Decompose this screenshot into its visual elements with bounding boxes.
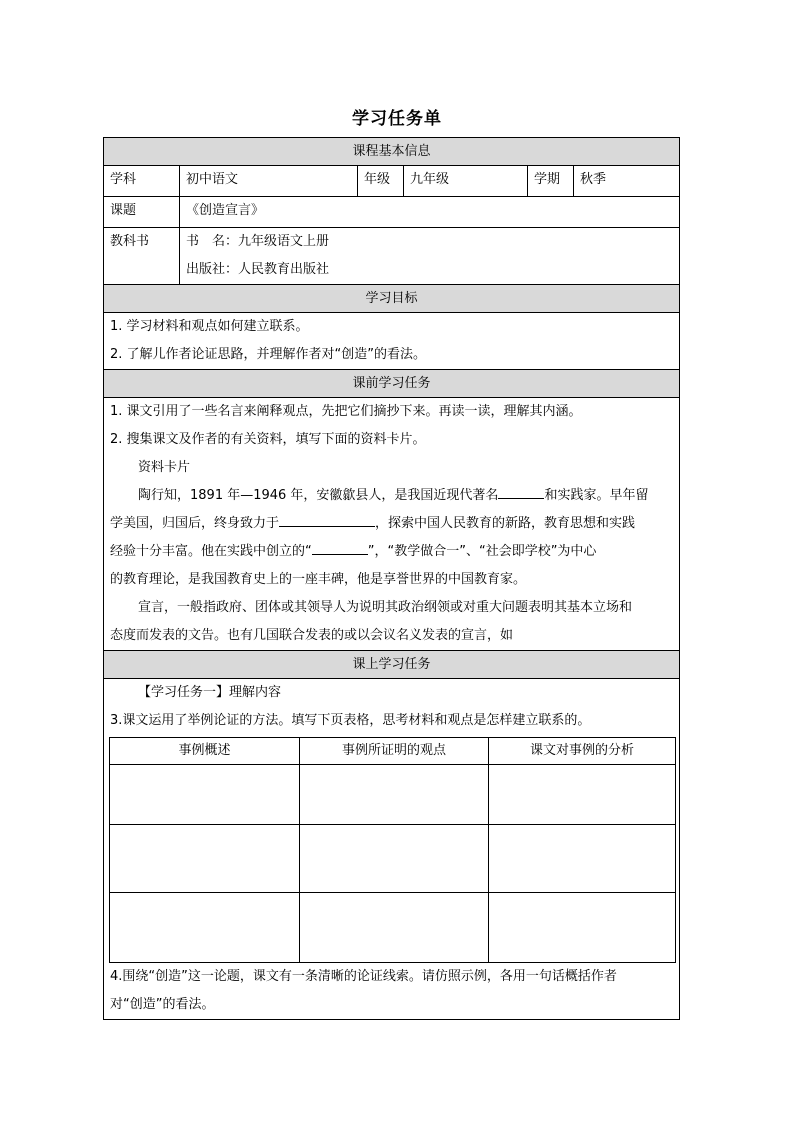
fill-blank[interactable] (312, 540, 368, 555)
card-title: 资料卡片 (138, 460, 191, 475)
goal-item: 1. 学习材料和观点如何建立联系。 (110, 319, 309, 334)
table-cell[interactable] (300, 765, 489, 825)
topic-label: 课题 (104, 197, 180, 228)
task1-title: 【学习任务一】理解内容 (138, 685, 282, 700)
example-table-header: 事例概述 (110, 738, 300, 765)
grade-value: 九年级 (404, 166, 528, 197)
textbook-label: 教科书 (104, 228, 180, 285)
card-line: 态度而发表的文告。也有几国联合发表的或以会议名义发表的宣言，如 (110, 628, 514, 643)
class-task-item-4-cont: 对“创造”的看法。 (110, 997, 215, 1012)
example-table-header: 事例所证明的观点 (300, 738, 489, 765)
card-text: ”，“教学做合一”、“社会即学校”为中心 (367, 544, 597, 559)
pre-tasks-content (104, 398, 680, 651)
card-line (110, 510, 673, 538)
example-table-header: 课文对事例的分析 (489, 738, 676, 765)
example-table (109, 737, 676, 963)
class-task-item-4: 4.围绕“创造”这一论题，课文有一条清晰的论证线索。请仿照示例，各用一句话概括作者 (110, 969, 617, 984)
pre-task-item-1: 1. 课文引用了一些名言来阐释观点，先把它们摘抄下来。再读一读，理解其内涵。 (110, 404, 582, 419)
goals-content (104, 313, 680, 370)
table-cell[interactable] (489, 825, 676, 893)
card-text: ，探索中国人民教育的新路，教育思想和实践 (375, 516, 636, 531)
class-task-item-3: 3.课文运用了举例论证的方法。填写下页表格，思考材料和观点是怎样建立联系的。 (110, 713, 591, 728)
table-cell[interactable] (300, 825, 489, 893)
card-line (110, 482, 673, 510)
section-goals: 学习目标 (104, 285, 680, 313)
table-cell[interactable] (489, 765, 676, 825)
class-tasks-content (104, 679, 680, 1020)
card-line: 的教育理论，是我国教育史上的一座丰碑，他是享誉世界的中国教育家。 (110, 572, 527, 587)
textbook-info (180, 228, 680, 285)
card-text: 陶行知，1891 年—1946 年，安徽歙县人，是我国近现代著名 (138, 488, 499, 503)
card-text: 和实践家。早年留 (544, 488, 649, 503)
term-label: 学期 (528, 166, 574, 197)
goal-item: 2. 了解儿作者论证思路，并理解作者对“创造”的看法。 (110, 347, 427, 362)
card-line (110, 538, 673, 566)
page-title: 学习任务单 (352, 109, 442, 129)
table-cell[interactable] (110, 893, 300, 963)
grade-label: 年级 (358, 166, 404, 197)
table-cell[interactable] (300, 893, 489, 963)
task-sheet-table (103, 137, 680, 1020)
card-text: 经验十分丰富。他在实践中创立的“ (110, 544, 312, 559)
fill-blank[interactable] (279, 512, 375, 527)
section-basic-info: 课程基本信息 (104, 138, 680, 166)
fill-blank[interactable] (498, 484, 544, 499)
topic-value: 《创造宣言》 (180, 197, 680, 228)
book-name-line: 书 名：九年级语文上册 (186, 234, 330, 249)
section-class-tasks: 课上学习任务 (104, 651, 680, 679)
publisher-line: 出版社：人民教育出版社 (186, 262, 330, 277)
card-text: 学美国，归国后，终身致力于 (110, 516, 280, 531)
table-cell[interactable] (110, 765, 300, 825)
subject-value: 初中语文 (180, 166, 358, 197)
term-value: 秋季 (574, 166, 680, 197)
card-line: 宣言，一般指政府、团体或其领导人为说明其政治纲领或对重大问题表明其基本立场和 (138, 600, 633, 615)
subject-label: 学科 (104, 166, 180, 197)
table-cell[interactable] (110, 825, 300, 893)
table-cell[interactable] (489, 893, 676, 963)
section-pre-tasks: 课前学习任务 (104, 370, 680, 398)
pre-task-item-2: 2. 搜集课文及作者的有关资料，填写下面的资料卡片。 (110, 432, 426, 447)
